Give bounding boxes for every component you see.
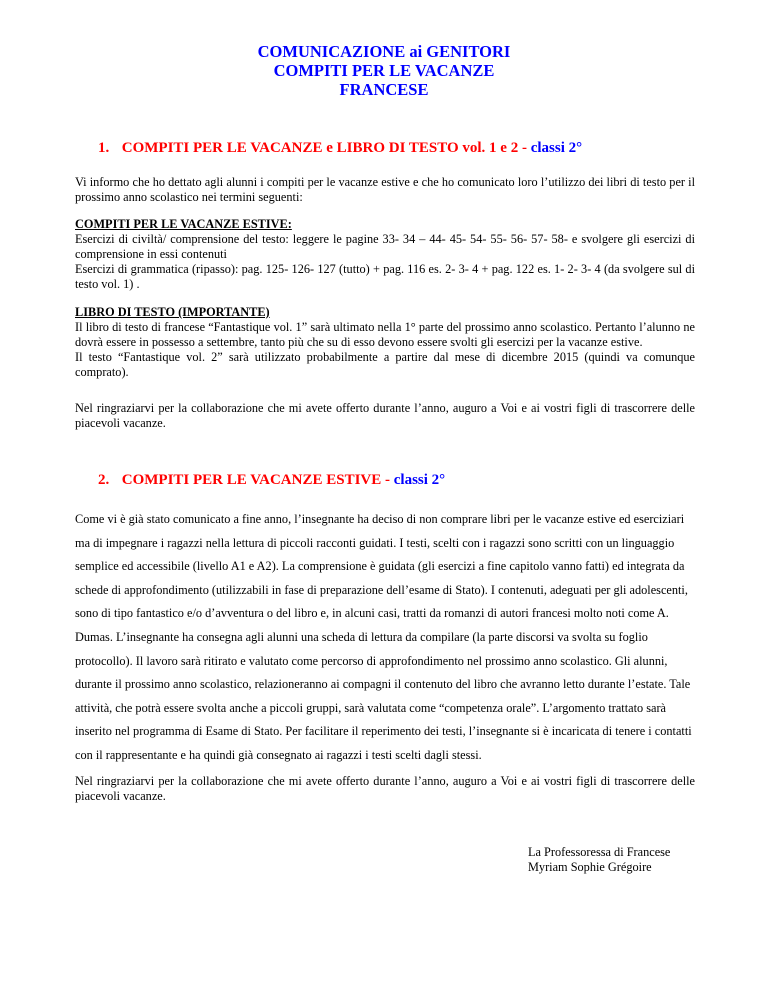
signature bbox=[528, 845, 670, 875]
title-line-2: COMPITI PER LE VACANZE bbox=[273, 61, 495, 80]
homework-line-1: Esercizi di civiltà/ comprensione del testo: leggere le pagine 33- 34 – 44- 45- 54- 55- 56- 57- 58- e svolgere gli esercizi di comprensione in essi contenuti bbox=[75, 232, 695, 261]
section-1-heading bbox=[98, 140, 582, 157]
section-2-body bbox=[75, 508, 695, 768]
section-1-closing bbox=[75, 401, 695, 431]
textbook-heading: LIBRO DI TESTO (IMPORTANTE) bbox=[75, 305, 270, 319]
section-2-class-label: classi 2° bbox=[393, 472, 446, 488]
section-1-intro bbox=[75, 175, 695, 205]
textbook-block bbox=[75, 305, 695, 380]
section-1-class-label: classi 2° bbox=[530, 140, 583, 156]
title-line-3: FRANCESE bbox=[339, 80, 429, 99]
signature-role: La Professoressa di Francese bbox=[528, 845, 671, 859]
intro-text: Vi informo che ho dettato agli alunni i compiti per le vacanze estive e che ho comunicato loro l’utilizzo dei libri di testo per il prossimo anno scolastico nei termini seguenti: bbox=[75, 175, 695, 204]
section-1-title: COMPITI PER LE VACANZE e LIBRO DI TESTO vol. 1 e 2 - bbox=[121, 140, 531, 156]
section-1-number: 1. bbox=[98, 140, 110, 156]
section-2-heading bbox=[98, 472, 445, 489]
textbook-line-1: Il libro di testo di francese “Fantastique vol. 1” sarà ultimato nella 1° parte del prossimo anno scolastico. Pertanto l’alunno ne dovrà essere in possesso a settembre, tanto più che su di esso devono essere svolti gli esercizi per la vacanze estive. bbox=[75, 320, 695, 349]
homework-heading: COMPITI PER LE VACANZE ESTIVE: bbox=[75, 217, 292, 231]
section-2-closing bbox=[75, 774, 695, 804]
signature-name: Myriam Sophie Grégoire bbox=[528, 860, 652, 874]
section-2-title: COMPITI PER LE VACANZE ESTIVE - bbox=[121, 472, 394, 488]
document-title bbox=[0, 42, 768, 99]
title-line-1: COMUNICAZIONE ai GENITORI bbox=[257, 42, 511, 61]
homework-block bbox=[75, 217, 695, 292]
closing-text-1: Nel ringraziarvi per la collaborazione che mi avete offerto durante l’anno, auguro a Voi e ai vostri figli di trascorrere delle piacevoli vacanze. bbox=[75, 401, 695, 430]
section-2-body-text: Come vi è già stato comunicato a fine anno, l’insegnante ha deciso di non comprare libri per le vacanze estive ed eserciziari ma di impegnare i ragazzi nella lettura di piccoli racconti guidati. I testi, scelti con i ragazzi sono scritti con un linguaggio semplice ed accessibile (livello A1 e A2). La comprensione è guidata (gli esercizi a fine capitolo vanno fatti) ed integrata da schede di approfondimento (utilizzabili in fase di preparazione dell’esame di Stato). I contenuti, adeguati per gli adolescenti, sono di tipo fantastico e/o d’avventura o del libro e, in alcuni casi, tratti da romanzi di autori francesi molto noti come A. Dumas. L’insegnante ha consegna agli alunni una scheda di lettura da compilare (la parte discorsi va svolta su foglio protocollo). Il lavoro sarà ritirato e valutato come percorso di approfondimento nel prossimo anno scolastico. Gli alunni, durante il prossimo anno scolastico, relazioneranno ai compagni il contenuto del libro che avranno letto durante l’estate. Tale attività, che potrà essere svolta anche a piccoli gruppi, sarà valutata come “competenza orale”. L’argomento trattato sarà inserito nel programma di Esame di Stato. Per facilitare il reperimento dei testi, l’insegnante si è incaricata di tenere i contatti con il rappresentante e ha quindi già consegnato ai ragazzi i testi scelti dagli stessi. bbox=[75, 512, 692, 762]
section-2-number: 2. bbox=[98, 472, 110, 488]
homework-line-2: Esercizi di grammatica (ripasso): pag. 125- 126- 127 (tutto) + pag. 116 es. 2- 3- 4 + pag. 122 es. 1- 2- 3- 4 (da svolgere sul di testo vol. 1) . bbox=[75, 262, 695, 291]
closing-text-2: Nel ringraziarvi per la collaborazione che mi avete offerto durante l’anno, auguro a Voi e ai vostri figli di trascorrere delle piacevoli vacanze. bbox=[75, 774, 695, 803]
textbook-line-2: Il testo “Fantastique vol. 2” sarà utilizzato probabilmente a partire dal mese di dicembre 2015 (quindi va comunque comprato). bbox=[75, 350, 695, 379]
